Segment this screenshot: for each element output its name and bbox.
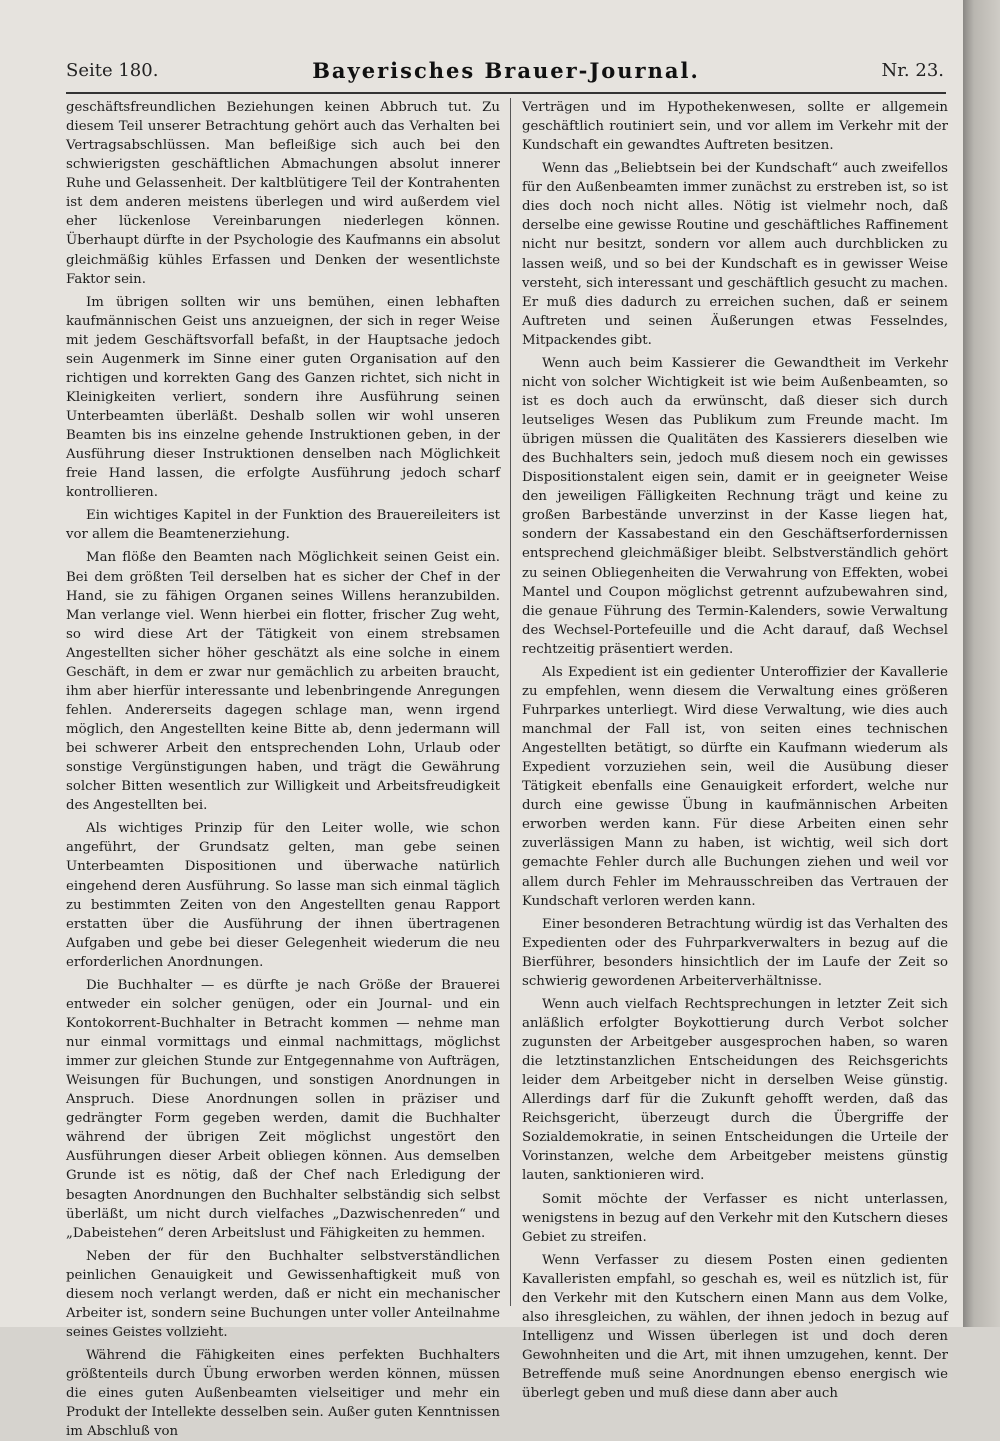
header-rule: [66, 92, 946, 94]
paragraph: Einer besonderen Betrachtung würdig ist das Verhalten des Expedienten oder des Fuhrparkverwalters in bezug auf die Bierführer, besonders hinsichtlich der im Laufe der Zeit so schwierig gewordenen Arbeiterverhältnisse.: [522, 916, 948, 989]
paragraph: Als wichtiges Prinzip für den Leiter wolle, wie schon angeführt, der Grundsatz gelten, man gebe seinen Unterbeamten Dispositionen und überwache natürlich eingehend deren Ausführung. So lasse man sich einmal täglich zu bestimmten Zeiten von den Angestellten genau Rapport erstatten über die Ausführung der ihnen übertragenen Aufgaben und gebe bei dieser Gelegenheit wiederum die neu erforderlichen Anordnungen.: [66, 821, 500, 970]
issue-number: Nr. 23.: [881, 60, 944, 81]
column-divider: [510, 98, 511, 1306]
left-column: [66, 98, 500, 1440]
paragraph: Wenn auch beim Kassierer die Gewandtheit im Verkehr nicht von solcher Wichtigkeit ist wie beim Außenbeamten, so ist es doch auch da erwünscht, daß dieser sich durch leutseliges Wesen das Publikum zum Freunde macht. Im übrigen müssen die Qualitäten des Kassierers dieselben wie des Buchhalters sein, jedoch muß diesem noch ein gewisses Dispositionstalent eigen sein, damit er in geeigneter Weise den jeweiligen Fälligkeiten Rechnung trägt und keine zu großen Barbestände unverzinst in der Kasse liegen hat, sondern der Kassabestand ein den Geschäftserfordernissen entsprechend gleichmäßiger bleibt. Selbstverständlich gehört zu seinen Obliegenheiten die Verwahrung von Effekten, wobei Mantel und Coupon möglichst getrennt aufzubewahren sind, die genaue Führung des Termin-Kalenders, sowie Verwaltung des Wechsel-Portefeuille und die Acht darauf, daß Wechsel rechtzeitig präsentiert werden.: [522, 355, 948, 657]
paragraph: Im übrigen sollten wir uns bemühen, einen lebhaften kaufmännischen Geist uns anzueignen, der sich in reger Weise mit jedem Geschäftsvorfall befaßt, in der Hauptsache jedoch sein Augenmerk im Sinne einer guten Organisation auf den richtigen und korrekten Gang des Ganzen richtet, sich nicht in Kleinigkeiten verliert, sondern ihre Ausführung seinen Unterbeamten überläßt. Deshalb sollen wir wohl unseren Beamten bis ins einzelne gehende Instruktionen geben, in der Ausführung dieser Instruktionen denselben nach Möglichkeit freie Hand lassen, die erfolgte Ausführung jedoch scharf kontrollieren.: [66, 294, 500, 501]
page-edge-shadow: [963, 0, 1000, 1327]
paragraph: Während die Fähigkeiten eines perfekten Buchhalters größtenteils durch Übung erworben werden können, müssen die eines guten Außenbeamten vielseitiger und mehr ein Produkt der Intellekte desselben sein. Außer guten Kenntnissen im Abschluß von: [66, 1348, 500, 1440]
paragraph: Wenn auch vielfach Rechtsprechungen in letzter Zeit sich anläßlich erfolgter Boykottierung durch Verbot solcher zugunsten der Arbeitgeber ausgesprochen haben, so waren die letztinstanzlichen Entscheidungen des Reichsgerichts leider dem Arbeitgeber nicht in derselben Weise günstig. Allerdings darf für die Zukunft gehofft werden, daß das Reichsgericht, überzeugt durch die Übergriffe der Sozialdemokratie, in seinen Entscheidungen die Urteile der Vorinstanzen, welche dem Arbeitgeber meistens günstig lauten, sanktionieren wird.: [522, 996, 948, 1184]
paragraph: Wenn das „Beliebtsein bei der Kundschaft“ auch zweifellos für den Außenbeamten immer zunächst zu erstreben ist, so ist dies doch noch nicht alles. Nötig ist vielmehr noch, daß derselbe eine gewisse Routine und geschäftliches Raffinement nicht nur besitzt, sondern vor allem auch durchblicken zu lassen weiß, und so bei der Kundschaft es in gewisser Weise versteht, sich interessant und geschäftlich gesucht zu machen. Er muß dies dadurch zu erreichen suchen, daß er seinem Auftreten und seinen Äußerungen etwas Fesselndes, Mitpackendes gibt.: [522, 161, 948, 348]
paragraph: Verträgen und im Hypothekenwesen, sollte er allgemein geschäftlich routiniert sein, und vor allem im Verkehr mit der Kundschaft ein gewandtes Auftreten besitzen.: [522, 100, 948, 154]
paragraph: Man flöße den Beamten nach Möglichkeit seinen Geist ein. Bei dem größten Teil derselben hat es sicher der Chef in der Hand, sie zu fähigen Organen seines Willens heranzubilden. Man verlange viel. Wenn hierbei ein flotter, frischer Zug weht, so wird diese Art der Tätigkeit von einem strebsamen Angestellten sicher höher geschätzt als eine solche in einem Geschäft, in dem er zwar nur gemächlich zu arbeiten braucht, ihm aber hierfür interessante und lebenbringende Anregungen fehlen. Andererseits dagegen schlage man, wenn irgend möglich, den Angestellten keine Bitte ab, denn jedermann will bei schwerer Arbeit den entsprechenden Lohn, Urlaub oder sonstige Vergünstigungen haben, und trägt die Gewährung solcher Bitten wesentlich zur Willigkeit und Arbeitsfreudigkeit des Angestellten bei.: [66, 550, 500, 814]
paragraph: Ein wichtiges Kapitel in der Funktion des Brauereileiters ist vor allem die Beamtenerziehung.: [66, 508, 500, 543]
paragraph: Somit möchte der Verfasser es nicht unterlassen, wenigstens in bezug auf den Verkehr mit den Kutschern dieses Gebiet zu streifen.: [522, 1191, 948, 1245]
journal-title: Bayerisches Brauer-Journal.: [312, 58, 700, 83]
page-header: [66, 60, 946, 90]
paragraph: Neben der für den Buchhalter selbstverständlichen peinlichen Genauigkeit und Gewissenhaftigkeit muß von diesem noch verlangt werden, daß er nicht ein mechanischer Arbeiter ist, sondern seine Buchungen unter voller Anteilnahme seines Geistes vollzieht.: [66, 1248, 500, 1340]
page-number: Seite 180.: [66, 60, 159, 81]
paragraph: Die Buchhalter — es dürfte je nach Größe der Brauerei entweder ein solcher genügen, oder ein Journal- und ein Kontokorrent-Buchhalter in Betracht kommen — nehme man nur einmal vormittags und einmal nachmittags, möglichst immer zur gleichen Stunde zur Entgegennahme von Aufträgen, Weisungen für Buchungen, und sonstigen Anordnungen in Anspruch. Diese Anordnungen sollen in präziser und gedrängter Form gegeben werden, damit die Buchhalter während der übrigen Zeit möglichst ungestört den Ausführungen dieser Arbeit obliegen können. Aus demselben Grunde ist es nötig, daß der Chef nach Erledigung der besagten Anordnungen den Buchhalter selbständig sich selbst überläßt, um nicht durch vielfaches „Dazwischenreden“ und „Dabeistehen“ deren Arbeitslust und Fähigkeiten zu hemmen.: [66, 977, 500, 1241]
paragraph: Wenn Verfasser zu diesem Posten einen gedienten Kavalleristen empfahl, so geschah es, weil es nützlich ist, für den Verkehr mit den Kutschern einen Mann aus dem Volke, also ihresgleichen, zu wählen, der ihnen jedoch in bezug auf Intelligenz und Wissen überlegen ist und doch deren Gewohnheiten und die Art, mit ihnen umzugehen, kennt. Der Betreffende muß seine Anordnungen ebenso energisch wie überlegt geben und muß diese dann aber auch: [522, 1252, 948, 1402]
paragraph: geschäftsfreundlichen Beziehungen keinen Abbruch tut. Zu diesem Teil unserer Betrachtung gehört auch das Verhalten bei Vertragsabschlüssen. Man befleißige sich auch bei den schwierigsten geschäftlichen Abmachungen absolut innerer Ruhe und Gelassenheit. Der kaltblütigere Teil der Kontrahenten ist dem anderen meistens überlegen und wird außerdem viel eher lückenlose Vereinbarungen niederlegen können. Überhaupt dürfte in der Psychologie des Kaufmanns ein absolut gleichmäßig kühles Erfassen und Denken der wesentlichste Faktor sein.: [66, 100, 500, 287]
paragraph: Als Expedient ist ein gedienter Unteroffizier der Kavallerie zu empfehlen, wenn diesem die Verwaltung eines größeren Fuhrparkes unterliegt. Wird diese Verwaltung, wie dies auch manchmal der Fall ist, von seiten eines technischen Angestellten betätigt, so dürfte ein Kaufmann wiederum als Expedient vorzuziehen sein, weil die Ausübung dieser Tätigkeit ebenfalls eine Genauigkeit erfordert, welche nur durch eine gewisse Übung in kaufmännischen Arbeiten erworben werden kann. Für diese Arbeiten einen sehr zuverlässigen Mann zu haben, ist wichtig, weil sich dort gemachte Fehler durch alle Buchungen ziehen und weil vor allem durch Fehler im Mehrausschreiben das Vertrauen der Kundschaft verloren werden kann.: [522, 664, 948, 909]
right-column: [522, 98, 948, 1402]
